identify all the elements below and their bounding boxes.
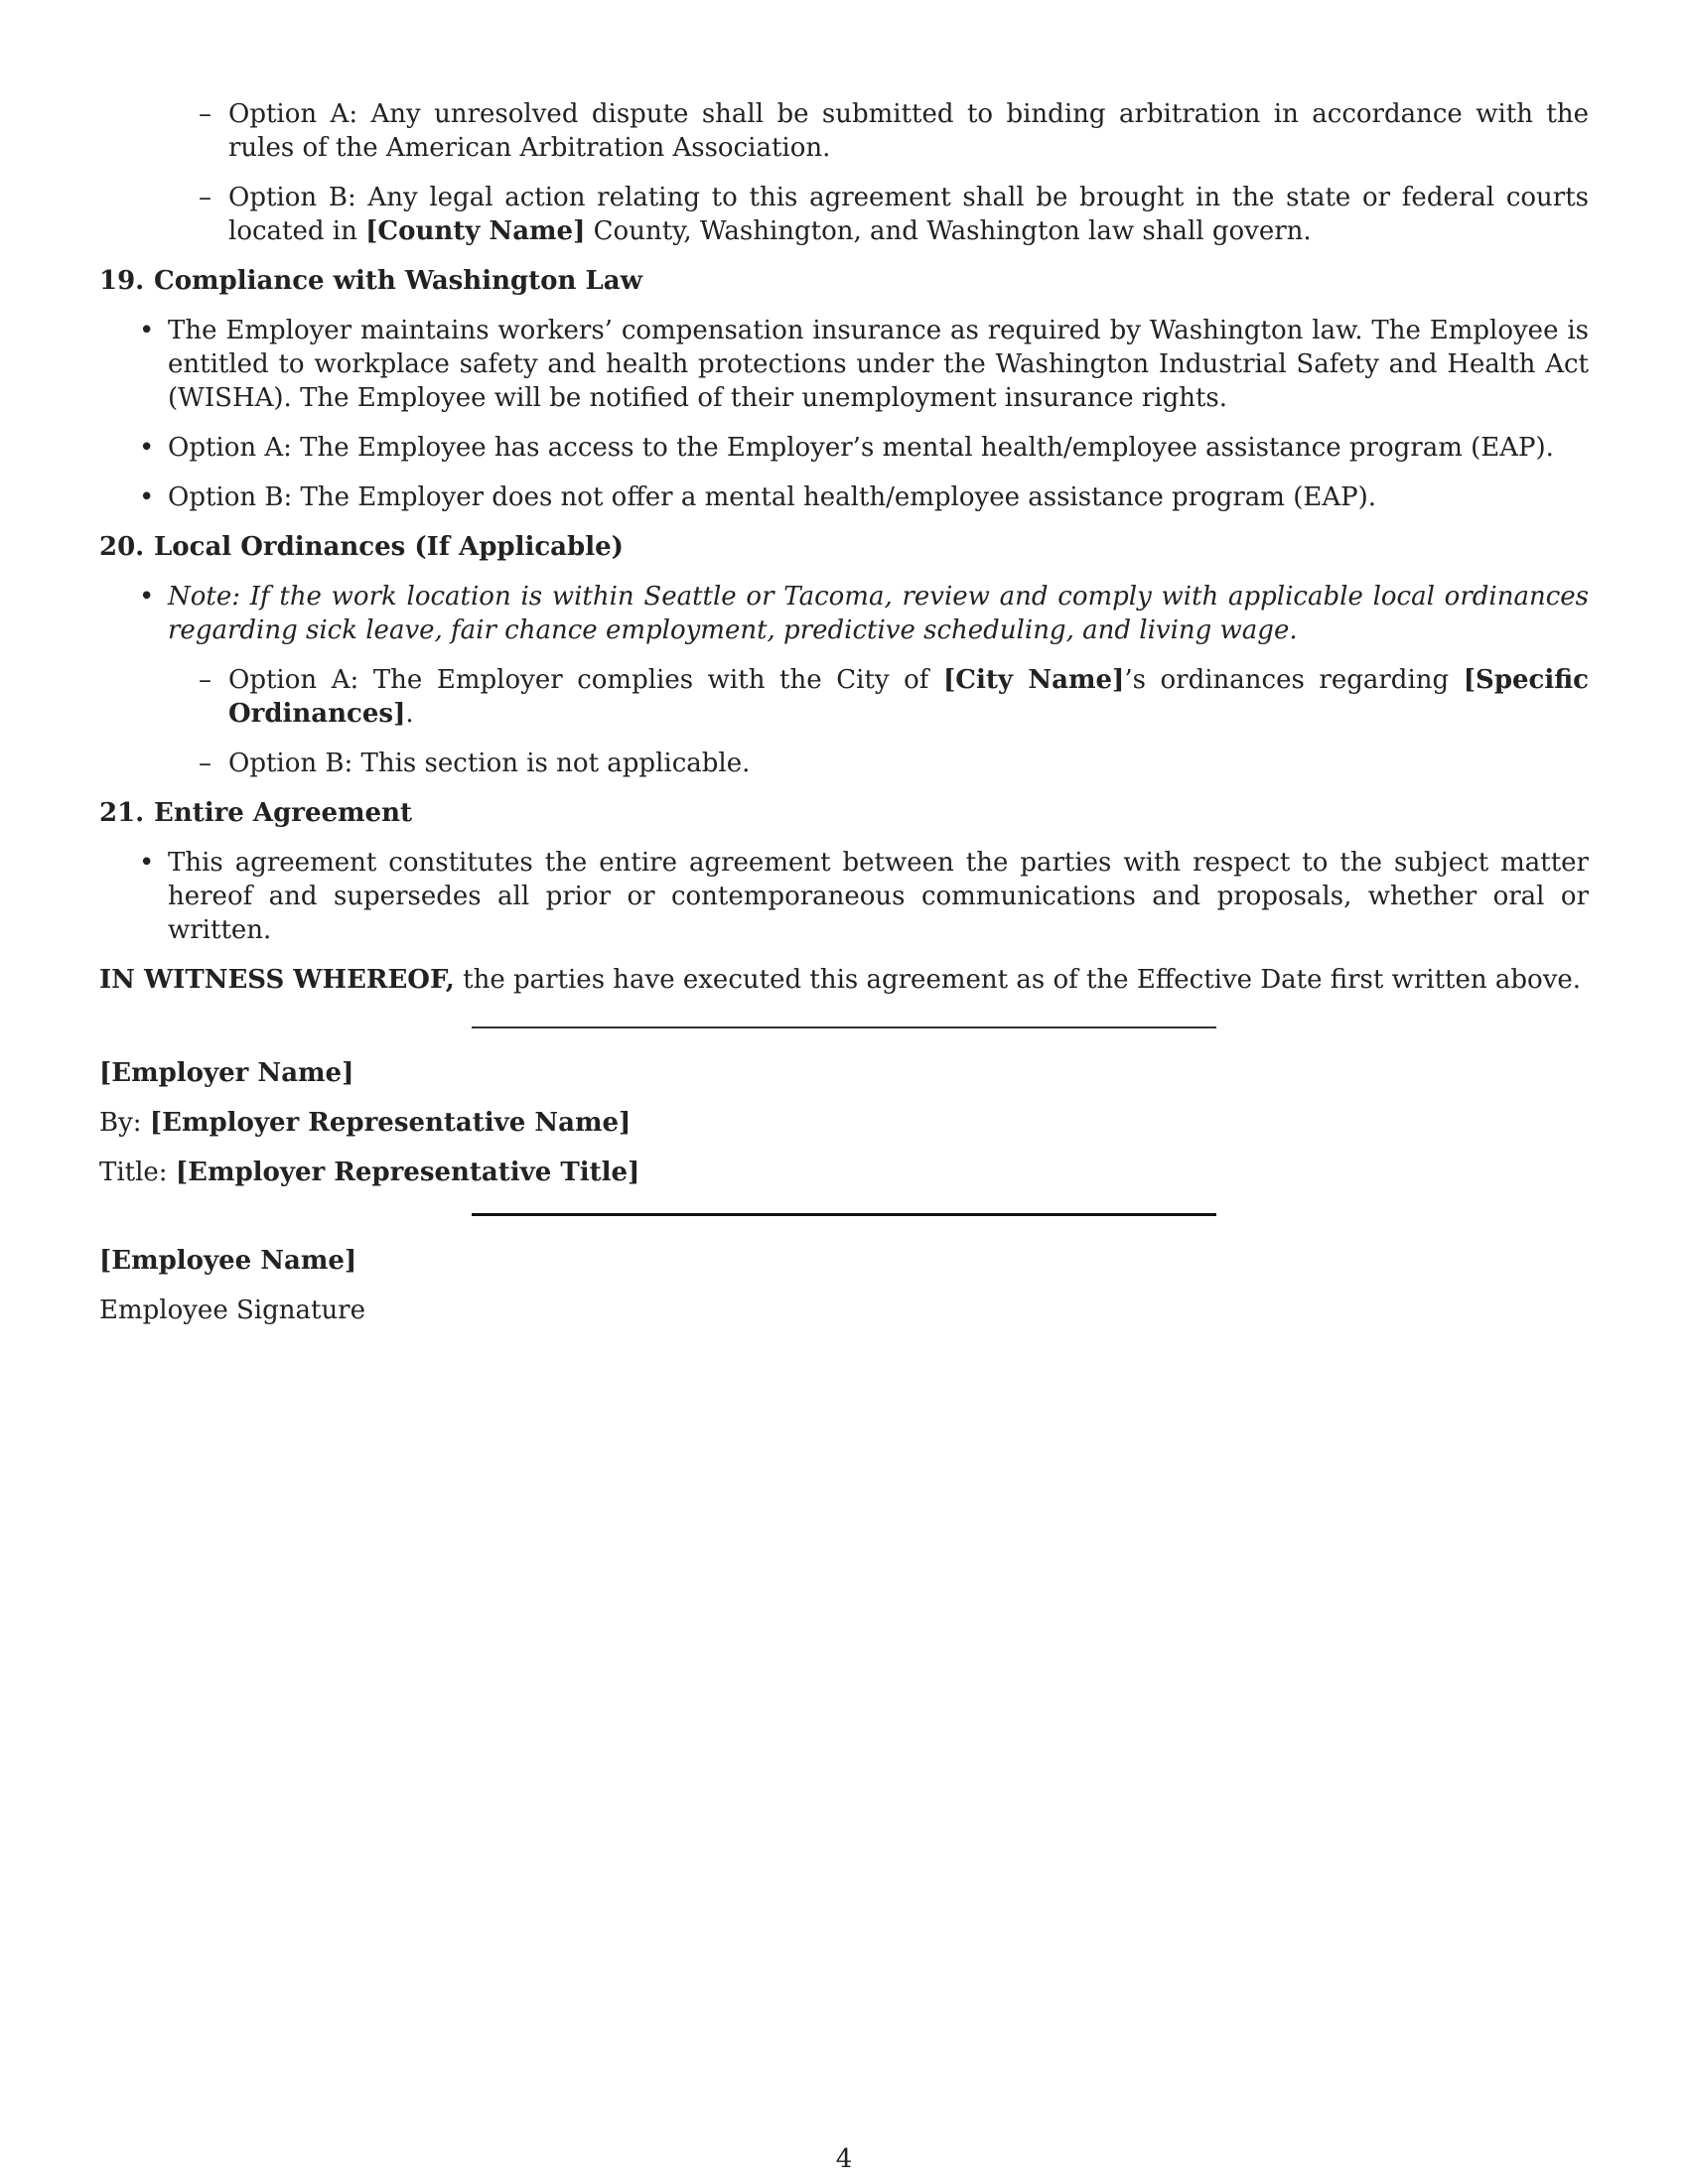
- dash-marker: –: [199, 99, 211, 129]
- item-text: This agreement constitutes the entire agreement between the parties with respect to the subject matter hereof and supersedes all prior or contemporaneous communications and proposals, whether oral or written.: [168, 848, 1589, 945]
- option-text: Option B: This section is not applicable.: [228, 749, 751, 778]
- employee-signature-caption: Employee Signature: [99, 1296, 365, 1325]
- option-text: Option B: Any legal action relating to this agreement shall be brought in the state or federal courts located in: [228, 183, 1589, 246]
- item-text: The Employer maintains workers’ compensation insurance as required by Washington law. The Employee is entitled to workplace safety and health protections under the Washington Industrial Safety and Health Act (WISHA). The Employee will be notified of their unemployment insurance rights.: [168, 316, 1589, 413]
- representative-title-placeholder: [Employer Representative Title]: [175, 1158, 640, 1187]
- bullet-marker: •: [139, 582, 155, 612]
- witness-clause: [99, 963, 1589, 997]
- section-20-option-b: [99, 747, 1589, 780]
- employee-signature-line: [472, 1213, 1216, 1216]
- courts-option-b: [99, 181, 1589, 248]
- section-19-item-1: [99, 314, 1589, 415]
- section-21-heading: [99, 796, 1589, 830]
- option-text-suffix: County, Washington, and Washington law shall govern.: [585, 216, 1312, 246]
- section-19-heading: [99, 264, 1589, 298]
- document-page: [99, 97, 1589, 1343]
- employee-signature-block: [99, 1244, 1589, 1327]
- section-number: 19.: [99, 266, 145, 296]
- arbitration-option-a: [99, 97, 1589, 165]
- employer-signature-block: [99, 1056, 1589, 1189]
- section-19-item-2: [99, 431, 1589, 465]
- section-20-heading: [99, 530, 1589, 564]
- page-number: 4: [835, 2144, 853, 2174]
- dash-marker: –: [199, 183, 211, 212]
- section-title: Entire Agreement: [154, 798, 412, 828]
- employer-signature-line: [472, 1026, 1216, 1028]
- section-21-item: [99, 846, 1589, 947]
- bullet-marker: •: [139, 482, 155, 512]
- ordinances-placeholder: [Specific Ordinances]: [228, 665, 1589, 729]
- witness-lead: IN WITNESS WHEREOF,: [99, 965, 455, 995]
- item-text: Option B: The Employer does not offer a mental health/employee assistance program (EAP).: [168, 482, 1377, 512]
- title-label: Title:: [99, 1158, 176, 1187]
- by-label: By:: [99, 1108, 150, 1138]
- note-text: Note: If the work location is within Seattle or Tacoma, review and comply with applicable local ordinances regarding sick leave, fair chance employment, predictive scheduling, and living wage.: [168, 582, 1589, 645]
- section-title: Compliance with Washington Law: [154, 266, 642, 296]
- option-text-end: .: [405, 699, 414, 729]
- city-placeholder: [City Name]: [942, 665, 1125, 695]
- bullet-marker: •: [139, 316, 155, 345]
- option-text: Option A: Any unresolved dispute shall be submitted to binding arbitration in accordance with the rules of the American Arbitration Association.: [228, 99, 1589, 163]
- dash-marker: –: [199, 665, 211, 695]
- section-number: 20.: [99, 532, 145, 562]
- section-20-option-a: [99, 663, 1589, 731]
- employee-name-placeholder: [Employee Name]: [99, 1246, 357, 1276]
- witness-text: the parties have executed this agreement as of the Effective Date first written above.: [454, 965, 1582, 995]
- section-number: 21.: [99, 798, 145, 828]
- bullet-marker: •: [139, 848, 155, 878]
- option-text-mid: ’s ordinances regarding: [1124, 665, 1464, 695]
- item-text: Option A: The Employee has access to the Employer’s mental health/employee assistance program (EAP).: [168, 433, 1554, 463]
- section-19-item-3: [99, 480, 1589, 514]
- representative-name-placeholder: [Employer Representative Name]: [149, 1108, 632, 1138]
- county-placeholder: [County Name]: [365, 216, 586, 246]
- dash-marker: –: [199, 749, 211, 778]
- section-title: Local Ordinances (If Applicable): [154, 532, 624, 562]
- bullet-marker: •: [139, 433, 155, 463]
- option-text: Option A: The Employer complies with the City of: [228, 665, 943, 695]
- section-20-options: [168, 663, 1589, 780]
- section-20-note: [99, 580, 1589, 780]
- employer-name-placeholder: [Employer Name]: [99, 1058, 354, 1088]
